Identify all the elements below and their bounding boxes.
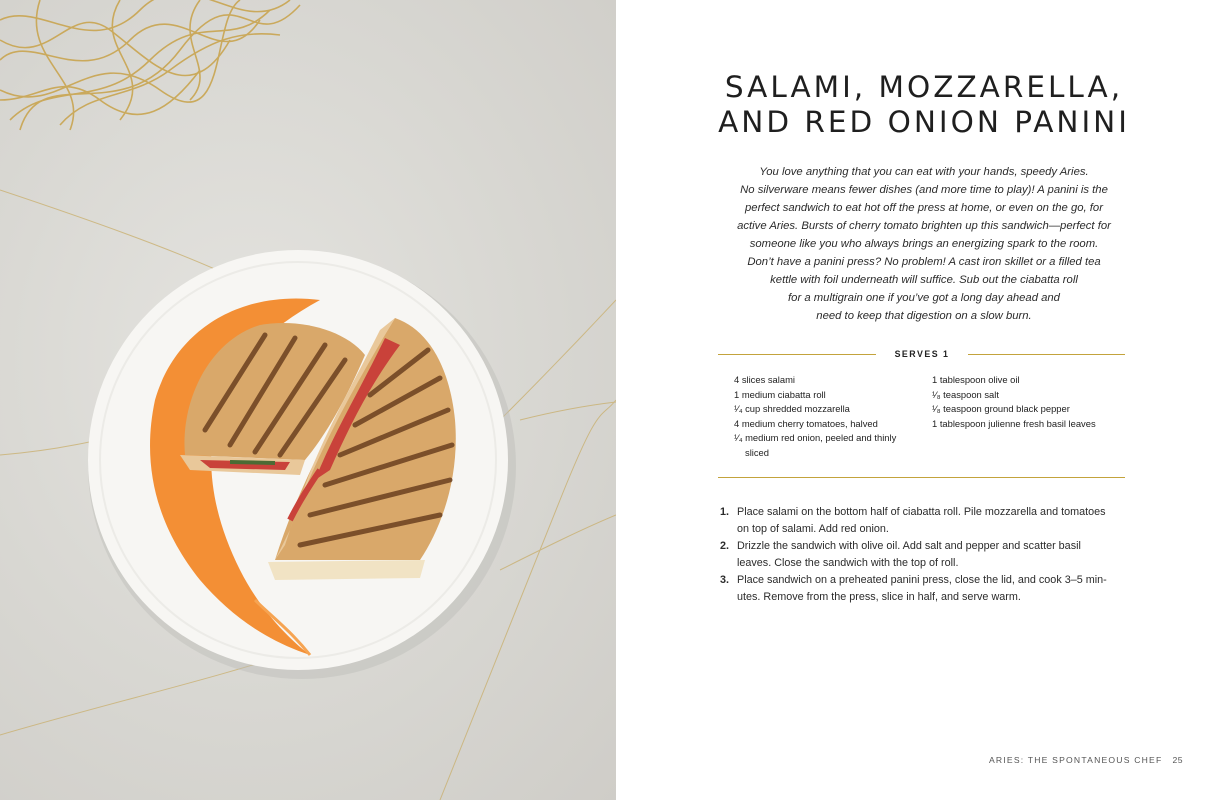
step-number: 1. — [720, 506, 730, 518]
ingredient-item: 1 tablespoon olive oil — [932, 374, 1020, 385]
ingredient-item: ¹⁄₈ teaspoon ground black pepper — [932, 403, 1070, 414]
recipe-title-line: SALAMI, MOZZARELLA, — [724, 70, 1124, 104]
step-text: Drizzle the sandwich with olive oil. Add salt and pepper and scatter basil — [737, 540, 1081, 552]
step-text: on top of salami. Add red onion. — [737, 523, 889, 535]
intro-line: someone like you who always brings an energizing spark to the room. — [749, 238, 1099, 250]
ingredient-item: 1 medium ciabatta roll — [734, 388, 826, 400]
page-number: 25 — [1172, 755, 1183, 765]
ingredient-item: ¹⁄₄ medium red onion, peeled and thinly — [734, 432, 897, 443]
step-text: Place sandwich on a preheated panini press, close the lid, and cook 3–5 min- — [737, 574, 1107, 586]
intro-line: You love anything that you can eat with your hands, speedy Aries. — [759, 166, 1089, 178]
recipe-intro — [712, 163, 1136, 325]
step-text: utes. Remove from the press, slice in half, and serve warm. — [737, 591, 1021, 603]
intro-line: kettle with foil underneath will suffice. Sub out the ciabatta roll — [770, 274, 1078, 286]
step-item — [720, 538, 1130, 572]
ingredient-item: ¹⁄₄ cup shredded mozzarella — [734, 403, 850, 414]
recipe-steps — [720, 504, 1130, 606]
intro-line: active Aries. Bursts of cherry tomato brighten up this sandwich—perfect for — [737, 220, 1111, 232]
page-footer — [989, 755, 1183, 765]
ingredient-item: 4 slices salami — [734, 374, 795, 385]
ingredients-column-left — [734, 373, 934, 460]
step-text: Place salami on the bottom half of ciabatta roll. Pile mozzarella and tomatoes — [737, 506, 1106, 518]
ingredient-item: ¹⁄₈ teaspoon salt — [932, 388, 999, 400]
section-running-head: ARIES: THE SPONTANEOUS CHEF — [989, 755, 1163, 765]
intro-line: No silverware means fewer dishes (and more time to play)! A panini is the — [740, 184, 1108, 196]
step-text: leaves. Close the sandwich with the top of roll. — [737, 557, 959, 569]
recipe-page — [616, 0, 1232, 800]
ingredient-item: 4 medium cherry tomatoes, halved — [734, 417, 878, 429]
ingredient-item: 1 tablespoon julienne fresh basil leaves — [932, 417, 1096, 429]
intro-line: need to keep that digestion on a slow burn. — [816, 310, 1032, 322]
intro-line: perfect sandwich to eat hot off the press at home, or even on the go, for — [745, 202, 1103, 214]
divider-rule — [968, 354, 1125, 355]
recipe-title-line: AND RED ONION PANINI — [718, 105, 1130, 139]
step-number: 2. — [720, 540, 730, 552]
step-number: 3. — [720, 574, 730, 586]
serves-label: SERVES 1 — [894, 349, 950, 359]
recipe-title — [616, 70, 1232, 140]
step-item — [720, 504, 1130, 538]
gold-wire-decoration — [0, 0, 300, 130]
intro-line: Don’t have a panini press? No problem! A cast iron skillet or a filled tea — [747, 256, 1101, 268]
ingredients-column-right — [932, 373, 1132, 431]
divider-rule — [718, 477, 1125, 478]
ingredient-item-continued: sliced — [745, 446, 769, 458]
step-item — [720, 572, 1130, 606]
divider-rule — [718, 354, 876, 355]
intro-line: for a multigrain one if you’ve got a long day ahead and — [788, 292, 1060, 304]
